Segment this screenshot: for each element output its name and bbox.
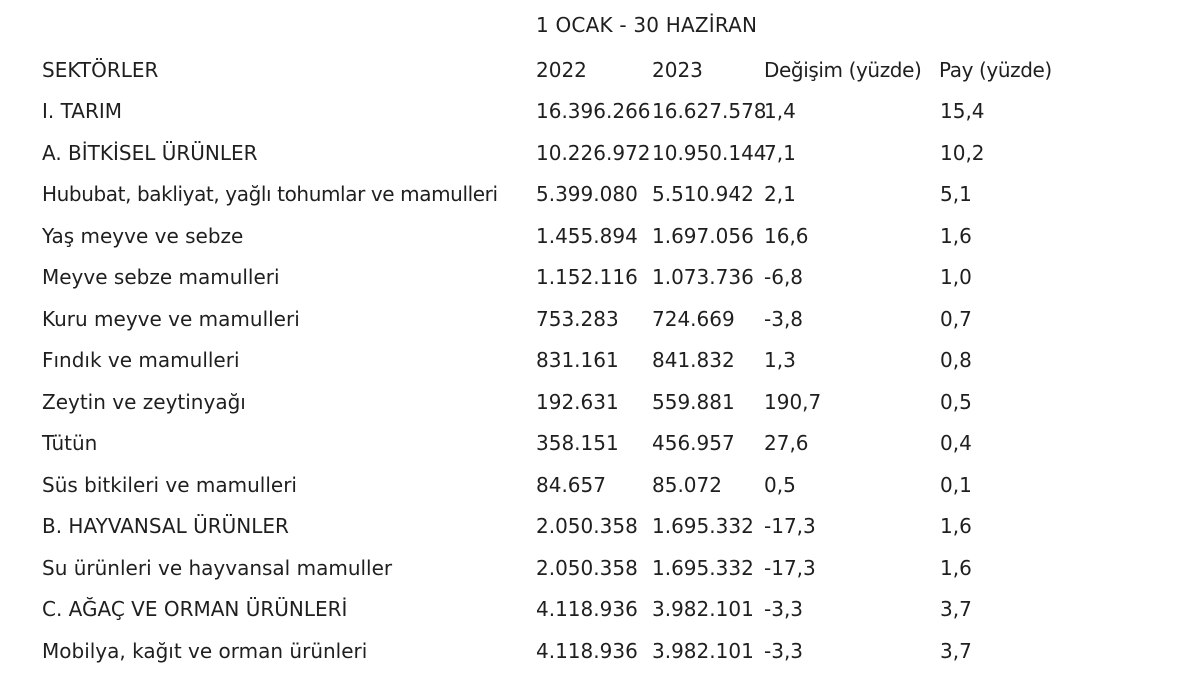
- row-share-cell: 0,7: [940, 306, 972, 331]
- row-sector-cell: B. HAYVANSAL ÜRÜNLER: [42, 514, 289, 538]
- row-2023-cell: 85.072: [652, 472, 722, 497]
- row-share-cell: 1,6: [940, 223, 972, 248]
- row-2022-cell: 16.396.266: [536, 99, 651, 123]
- table-row: [0, 594, 1200, 624]
- row-share-cell: 1,0: [940, 265, 972, 289]
- row-2022-cell: 358.151: [536, 431, 619, 455]
- row-sector-cell: I. TARIM: [42, 99, 123, 123]
- table-row: [0, 221, 1200, 251]
- row-2022-cell: 2.050.358: [536, 555, 638, 580]
- row-sector-cell: Meyve sebze mamulleri: [42, 265, 280, 289]
- row-sector-cell: A. BİTKİSEL ÜRÜNLER: [42, 140, 258, 165]
- row-sector-cell: C. AĞAÇ VE ORMAN ÜRÜNLERİ: [42, 597, 348, 621]
- row-change-cell: 1,4: [764, 99, 796, 123]
- row-share-cell: 3,7: [940, 597, 972, 621]
- row-share-cell: 3,7: [940, 638, 972, 663]
- row-change-cell: -3,3: [764, 597, 804, 621]
- column-header-share: Pay (yüzde): [939, 58, 1052, 82]
- row-2023-cell: 559.881: [652, 389, 735, 414]
- row-share-cell: 0,8: [940, 348, 972, 372]
- table-row: [0, 636, 1200, 666]
- row-2023-cell: 5.510.942: [652, 182, 754, 206]
- row-2023-cell: 456.957: [652, 431, 735, 455]
- row-share-cell: 10,2: [940, 140, 985, 165]
- row-sector-cell: Su ürünleri ve hayvansal mamuller: [42, 555, 393, 580]
- row-2023-cell: 724.669: [652, 306, 735, 331]
- row-2022-cell: 831.161: [536, 348, 619, 372]
- row-change-cell: -17,3: [764, 514, 816, 538]
- row-2023-cell: 1.695.332: [652, 514, 754, 538]
- row-2022-cell: 84.657: [536, 472, 606, 497]
- row-sector-cell: Fındık ve mamulleri: [42, 348, 240, 372]
- column-header-row: [0, 55, 1200, 85]
- row-2022-cell: 753.283: [536, 306, 619, 331]
- table-row: [0, 428, 1200, 458]
- row-share-cell: 1,6: [940, 514, 972, 538]
- table-row: [0, 304, 1200, 334]
- row-2023-cell: 10.950.144: [652, 140, 767, 165]
- row-2023-cell: 16.627.578: [652, 99, 767, 123]
- row-share-cell: 0,4: [940, 431, 972, 455]
- row-sector-cell: Mobilya, kağıt ve orman ürünleri: [42, 638, 368, 663]
- table-row: [0, 345, 1200, 375]
- row-2023-cell: 841.832: [652, 348, 735, 372]
- row-change-cell: -6,8: [764, 265, 804, 289]
- row-2022-cell: 10.226.972: [536, 140, 651, 165]
- table-row: [0, 470, 1200, 500]
- row-share-cell: 1,6: [940, 555, 972, 580]
- row-sector-cell: Hububat, bakliyat, yağlı tohumlar ve mamulleri: [42, 182, 498, 206]
- table-row: [0, 262, 1200, 292]
- column-header-2023: 2023: [652, 58, 703, 82]
- row-change-cell: -3,8: [764, 306, 804, 331]
- row-2022-cell: 1.455.894: [536, 223, 638, 248]
- row-sector-cell: Zeytin ve zeytinyağı: [42, 389, 246, 414]
- row-change-cell: 7,1: [764, 140, 796, 165]
- row-share-cell: 15,4: [940, 99, 985, 123]
- row-sector-cell: Süs bitkileri ve mamulleri: [42, 472, 297, 497]
- column-header-2022: 2022: [536, 58, 587, 82]
- row-change-cell: -17,3: [764, 555, 816, 580]
- row-2022-cell: 4.118.936: [536, 638, 638, 663]
- table-row: [0, 138, 1200, 168]
- row-2023-cell: 3.982.101: [652, 597, 754, 621]
- row-change-cell: 1,3: [764, 348, 796, 372]
- row-2023-cell: 1.073.736: [652, 265, 754, 289]
- row-2022-cell: 1.152.116: [536, 265, 638, 289]
- row-2022-cell: 2.050.358: [536, 514, 638, 538]
- column-header-change: Değişim (yüzde): [764, 58, 922, 82]
- row-change-cell: 190,7: [764, 389, 822, 414]
- table-row: [0, 179, 1200, 209]
- column-header-sector: SEKTÖRLER: [42, 58, 159, 82]
- row-sector-cell: Kuru meyve ve mamulleri: [42, 306, 300, 331]
- table-row: [0, 96, 1200, 126]
- row-2023-cell: 3.982.101: [652, 638, 754, 663]
- row-2022-cell: 4.118.936: [536, 597, 638, 621]
- row-sector-cell: Yaş meyve ve sebze: [42, 223, 244, 248]
- row-change-cell: 16,6: [764, 223, 809, 248]
- row-2023-cell: 1.697.056: [652, 223, 754, 248]
- period-header: 1 OCAK - 30 HAZİRAN: [536, 13, 758, 37]
- row-share-cell: 5,1: [940, 182, 972, 206]
- row-sector-cell: Tütün: [42, 431, 98, 455]
- row-share-cell: 0,5: [940, 389, 972, 414]
- table-row: [0, 511, 1200, 541]
- table-row: [0, 387, 1200, 417]
- row-change-cell: 27,6: [764, 431, 809, 455]
- row-change-cell: 0,5: [764, 472, 796, 497]
- row-2023-cell: 1.695.332: [652, 555, 754, 580]
- row-change-cell: -3,3: [764, 638, 804, 663]
- table-row: [0, 553, 1200, 583]
- row-2022-cell: 192.631: [536, 389, 619, 414]
- row-change-cell: 2,1: [764, 182, 796, 206]
- row-2022-cell: 5.399.080: [536, 182, 638, 206]
- row-share-cell: 0,1: [940, 472, 972, 497]
